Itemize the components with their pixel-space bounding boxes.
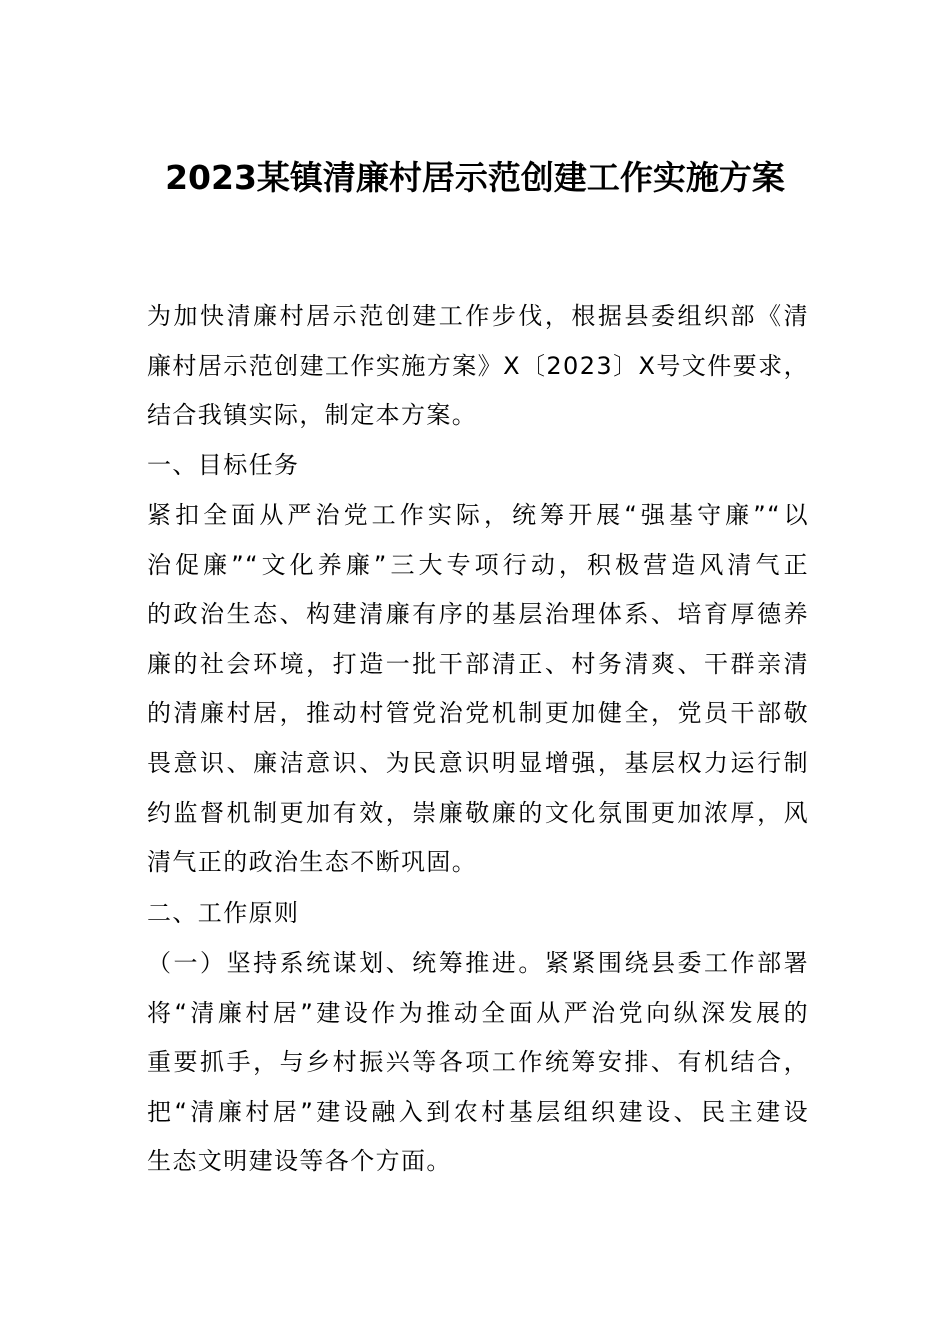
section-heading: 一、目标任务 bbox=[147, 451, 300, 479]
text-line: 生态文明建设等各个方面。 bbox=[147, 1147, 452, 1176]
text-line: 结合我镇实际，制定本方案。 bbox=[147, 401, 478, 430]
text-line: 清气正的政治生态不断巩固。 bbox=[147, 848, 478, 877]
section-heading-goals bbox=[147, 441, 809, 491]
text-line: 将“清廉村居”建设作为推动全面从严治党向纵深发展的 bbox=[147, 998, 809, 1027]
section-heading: 二、工作原则 bbox=[147, 899, 300, 927]
principles-paragraph bbox=[147, 939, 809, 1187]
text-line: 重要抓手，与乡村振兴等各项工作统筹安排、有机结合， bbox=[147, 1048, 809, 1077]
text-line: 治促廉”“文化养廉”三大专项行动，积极营造风清气正 bbox=[147, 550, 809, 579]
text-line: 为加快清廉村居示范创建工作步伐，根据县委组织部《清 bbox=[147, 302, 809, 330]
text-line: 把“清廉村居”建设融入到农村基层组织建设、民主建设 bbox=[147, 1097, 809, 1126]
text-line: 紧扣全面从严治党工作实际，统筹开展“强基守廉”“以 bbox=[147, 501, 809, 529]
intro-paragraph bbox=[147, 292, 809, 441]
text-line: 廉的社会环境，打造一批干部清正、村务清爽、干群亲清 bbox=[147, 649, 809, 678]
text-line: 廉村居示范创建工作实施方案》X〔2023〕X号文件要求， bbox=[147, 351, 809, 380]
document-title: 2023某镇清廉村居示范创建工作实施方案 bbox=[165, 158, 785, 197]
text-line: （一）坚持系统谋划、统筹推进。紧紧围绕县委工作部署 bbox=[147, 949, 809, 977]
text-line: 约监督机制更加有效，崇廉敬廉的文化氛围更加浓厚，风 bbox=[147, 798, 809, 827]
text-line: 的政治生态、构建清廉有序的基层治理体系、培育厚德养 bbox=[147, 600, 809, 629]
text-line: 的清廉村居，推动村管党治党机制更加健全，党员干部敬 bbox=[147, 699, 809, 728]
goals-paragraph bbox=[147, 491, 809, 888]
section-heading-principles bbox=[147, 889, 809, 939]
text-line: 畏意识、廉洁意识、为民意识明显增强，基层权力运行制 bbox=[147, 748, 809, 777]
